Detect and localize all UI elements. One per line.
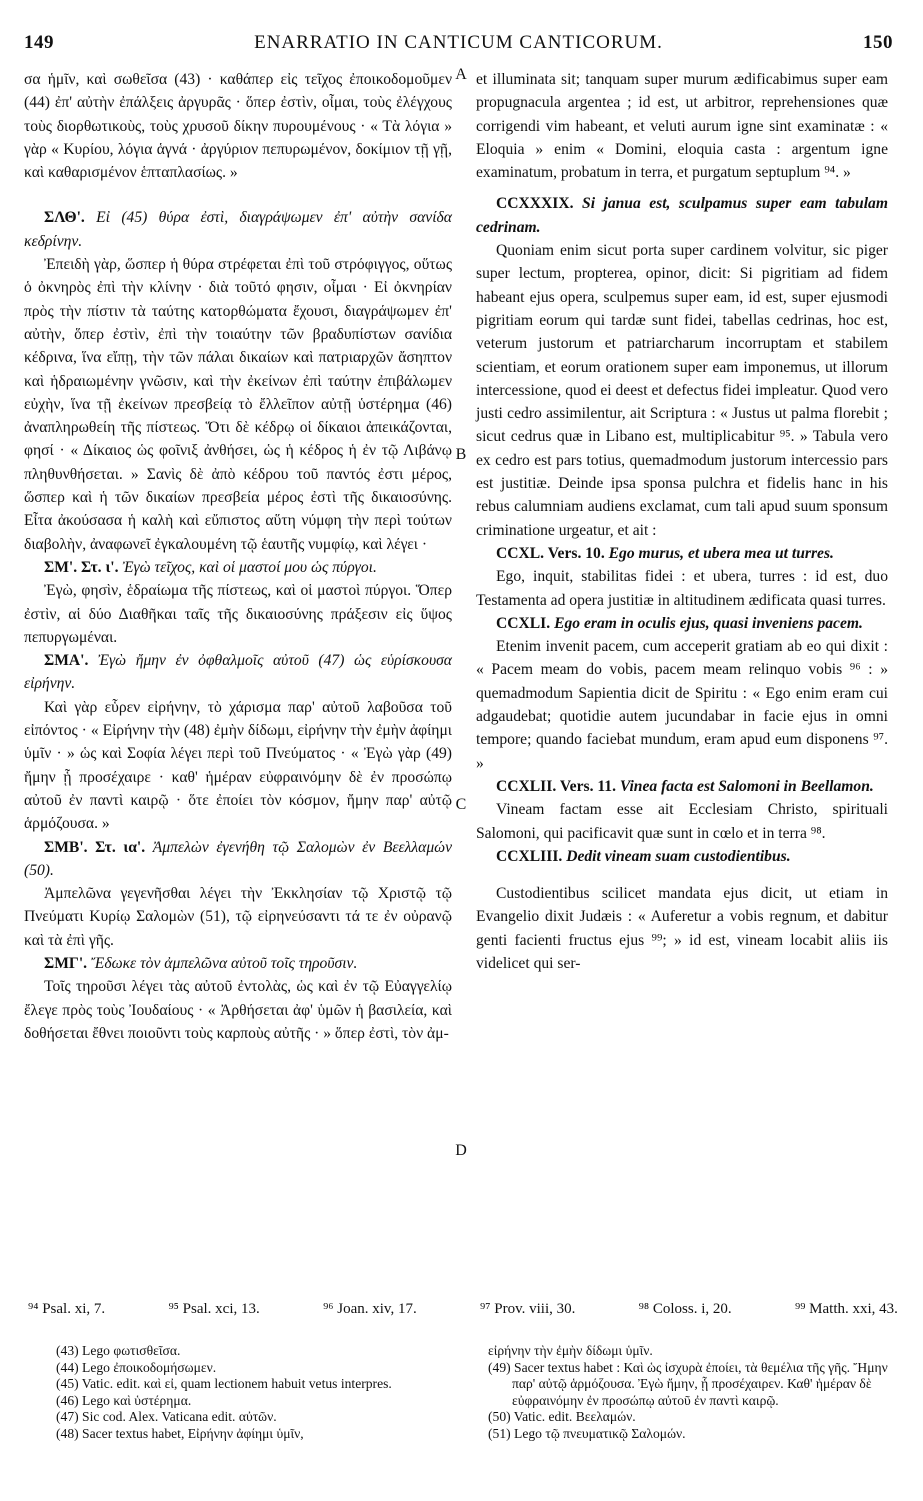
latin-paragraph: Custodientibus scilicet mandata ejus dicit, ut etiam in Evangelio dixit Judæis : « Auferetur a vobis regnum, et dabitur genti facienti fructus ejus ⁹⁹; » id est, vineam locabit aliis iis videlicet qui ser- — [476, 885, 888, 972]
heading-number: ΣΜΒ'. Στ. ια'. — [44, 838, 146, 856]
greek-column — [24, 68, 452, 1045]
heading-number: ΣΛΘ'. — [44, 209, 85, 227]
greek-heading — [24, 836, 452, 883]
heading-text: Ἐγὼ τεῖχος, καὶ οἱ μαστοί μου ὡς πύργοι. — [122, 558, 377, 576]
scripture-references — [28, 1301, 898, 1318]
heading-text: Ἀμπελὼν ἐγενήθη τῷ Σαλομὼν ἐν Βεελλαμών (50). — [24, 838, 452, 879]
heading-number: CCXXXIX. — [496, 195, 574, 213]
note: (44) Lego ἐποικοδομήσωμεν. — [56, 1359, 217, 1375]
heading-number: CCXLIII. — [496, 847, 563, 865]
heading-number: CCXLI. — [496, 614, 551, 632]
scripture-ref: ⁹⁵ Psal. xci, 13. — [168, 1301, 260, 1317]
latin-paragraph: Vineam factam esse ait Ecclesiam Christo, spirituali Salomoni, qui pacificavit quæ sunt in cœlo et in terra ⁹⁸. — [476, 801, 888, 842]
note: (48) Sacer textus habet, Εἰρήνην ἀφίημι ὑμῖν, — [56, 1425, 304, 1441]
page-number-right: 150 — [863, 32, 893, 53]
heading-number: ΣΜ'. Στ. ι'. — [44, 558, 119, 576]
note: εἰρήνην τὴν ἐμὴν δίδωμι ὑμῖν. — [488, 1343, 653, 1358]
scripture-ref: ⁹⁸ Coloss. i, 20. — [638, 1301, 732, 1317]
note: (46) Lego καὶ ὑστέρημα. — [56, 1392, 192, 1408]
greek-paragraph: Ἐπειδὴ γὰρ, ὥσπερ ἡ θύρα στρέφεται ἐπὶ τοῦ στρόφιγγος, οὕτως ὁ ὀκνηρὸς ἐπὶ τὴν κλίνην · διὰ τοῦτό φησιν, οἶμαι · Εἰ ὀκνηρίαν πρὸς τὴν πίστιν τὰ ταύτης κατορθώματα ἔχουσι, διαγράψωμεν ἐπ' αὐτὴν, ὅπερ ἐστὶν, ἐπὶ τὴν τοιαύτην τῶν βραδυπίστων σανίδια κέδρινα, ἵνα εἴπῃ, τὴν τῶν πάλαι δικαίων καὶ πατριαρχῶν ἄσηπτον καὶ ἡδραιωμένην γνῶσιν, καὶ τὴν ἐκείνων ἐπὶ ταύτην ἐπιβάλωμεν εὐχὴν, ἵνα τῇ ἐκείνων πρεσβείᾳ τὸ ἔλλεῖπον αὐτῇ ὑστέρημα (46) ἀναπληρωθείη τῆς πίστεως. Ὅτι δὲ κέδρῳ οἱ δίκαιοι ἀπεικάζονται, φησί · « Δίκαιος ὡς φοῖνιξ ἀνθήσει, ὡς ἡ κέδρος ἡ ἐν τῷ Λιβάνῳ πληθυνθήσεται. » Σανὶς δὲ ἀπὸ κέδρου τοῦ παντός ἐστι μέρος, ὥσπερ καὶ ἡ τῶν δικαίων πρεσβεία μέρος ἐστὶ τῆς δικαιοσύνης. Εἶτα ἀκούσασα ἡ καλὴ καὶ εὔπιστος αὕτη νύμφη τὴν περὶ τούτων διαβολὴν, ἀναφωνεῖ ἐγκαλουμένη τῷ ἑαυτῆς νυμφίῳ, καὶ λέγει · — [24, 256, 452, 553]
note: (50) Vatic. edit. Βεελαμών. — [488, 1409, 636, 1425]
heading-text: Ego eram in oculis ejus, quasi inveniens pacem. — [554, 614, 863, 632]
latin-paragraph: Ego, inquit, stabilitas fidei : et ubera, turres : id est, duo Testamenta ad opera justitiæ in altitudinem ædificata quasi turres. — [476, 568, 888, 609]
scripture-ref: ⁹⁴ Psal. xi, 7. — [28, 1301, 106, 1317]
latin-paragraph: et illuminata sit; tanquam super murum ædificabimus super eam propugnacula argentea ; id est, ut arbitror, reprehensiones quæ corrigendi vim habeant, et veluti aurum igne sint examinatæ : « Eloquia » enim « Domini, eloquia casta : argentum igne examinatum, probatum in terra, et purgatum septuplum ⁹⁴. » — [476, 71, 888, 182]
note: (47) Sic cod. Alex. Vaticana edit. αὐτῶν. — [56, 1409, 277, 1425]
heading-number: CCXLII. Vers. 11. — [496, 777, 617, 795]
scripture-ref: ⁹⁹ Matth. xxi, 43. — [794, 1301, 898, 1317]
notes-left — [56, 1343, 456, 1443]
heading-text: Dedit vineam suam custodientibus. — [566, 847, 791, 865]
greek-paragraph: σα ἡμῖν, καὶ σωθεῖσα (43) · καθάπερ εἰς τεῖχος ἐποικοδομοῦμεν (44) ἐπ' αὐτὴν ἐπάλξεις ἀργυρᾶς · ὅπερ ἐστὶν, οἶμαι, τοὺς ἐλέγχους τοὺς διορθωτικοὺς, τοὺς χρυσοῦ δίκην πυρουμένους · « Τὰ λόγια » γὰρ « Κυρίου, λόγια ἁγνά · ἀργύριον πεπυρωμένον, δοκίμιον τῇ γῇ, καὶ καθαρισμένον ἑπταπλασίως. » — [24, 71, 452, 182]
heading-text: Ἔδωκε τὸν ἀμπελῶνα αὐτοῦ τοῖς τηροῦσιν. — [90, 954, 358, 972]
latin-column — [476, 68, 888, 975]
heading-text: Si janua est, sculpamus super eam tabulam cedrinam. — [476, 195, 888, 236]
latin-heading — [476, 192, 888, 239]
greek-heading — [24, 649, 452, 696]
margin-letter-b: B — [455, 446, 467, 463]
latin-heading — [476, 845, 888, 868]
page-number-left: 149 — [24, 32, 54, 53]
heading-number: ΣΜΑ'. — [44, 652, 89, 670]
greek-paragraph: Ἐγὼ, φησὶν, ἑδραίωμα τῆς πίστεως, καὶ οἱ μαστοὶ πύργοι. Ὅπερ ἐστὶν, αἱ δύο Διαθῆκαι ταῖς τῆς δικαιοσύνης πράξεσιν εἰς ὕψος πεπυργωμέναι. — [24, 582, 452, 646]
scripture-ref: ⁹⁷ Prov. viii, 30. — [480, 1301, 576, 1317]
heading-text: Ego murus, et ubera mea ut turres. — [608, 544, 834, 562]
scripture-ref: ⁹⁶ Joan. xiv, 17. — [323, 1301, 417, 1317]
note: (51) Lego τῷ πνευματικῷ Σαλομών. — [488, 1425, 686, 1441]
latin-paragraph: Quoniam enim sicut porta super cardinem volvitur, sic piger super lectum, propterea, opinor, dicit: Si pigritiam ad fidem habeant ejus opera, sculpemus super eam, id est, super ejusmodi pigritiam eorum qui tardæ sunt fidei, tabellas cedrinas, hoc est, veterum justorum et patriarcharum incorruptam et stabilem scientiam, et eorum orationem super eam imponemus, ut illorum intercessione, quod ei deest et defectus fidei impleatur. Quod vero justi cedro assimilentur, ait Scriptura : « Justus ut palma florebit ; sicut cedrus quæ in Libano est, multiplicabitur ⁹⁵. » Tabula vero ex cedro est pars totius, quemadmodum justorum intercessio pars est justitiæ. Deinde ipsa sponsa pulchra et fidelis hanc in his rebus calumniam audiens exclamat, cum tali apud suum sponsum criminatione urgeatur, et ait : — [476, 242, 888, 539]
note: (49) Sacer textus habet : Καὶ ὡς ἰσχυρὰ ἐποίει, τὰ θεμέλια τῆς γῆς. Ἤμην παρ' αὐτῷ ἁρμόζουσα. Ἐγὼ ἤμην, ᾗ προσέχαιρεν. Καθ' ἡμέραν δὲ εὐφραινόμην ἐν προσώπῳ αὐτοῦ ἐν παντὶ καιρῷ. — [488, 1359, 888, 1408]
greek-heading — [24, 556, 452, 579]
latin-heading — [476, 612, 888, 635]
notes-right — [488, 1343, 898, 1443]
latin-heading — [476, 542, 888, 565]
greek-paragraph: Τοῖς τηροῦσι λέγει τὰς αὐτοῦ ἐντολὰς, ὡς καὶ ἐν τῷ Εὐαγγελίῳ ἔλεγε πρὸς τοὺς Ἰουδαίους · « Ἀρθήσεται ἀφ' ὑμῶν ἡ βασιλεία, καὶ δοθήσεται ἔθνει ποιοῦντι τοὺς καρποὺς αὐτῆς · » ὅπερ ἐστὶ, τὸν ἀμ- — [24, 978, 452, 1042]
note: (43) Lego φωτισθεῖσα. — [56, 1343, 181, 1358]
heading-text: Εἰ (45) θύρα ἐστὶ, διαγράψωμεν ἐπ' αὐτὴν σανίδα κεδρίνην. — [24, 209, 452, 250]
latin-heading — [476, 775, 888, 798]
heading-text: Ἐγὼ ἤμην ἐν ὀφθαλμοῖς αὐτοῦ (47) ὡς εὑρίσκουσα εἰρήνην. — [24, 652, 452, 693]
heading-number: ΣΜΓ'. — [44, 954, 88, 972]
greek-paragraph: Ἀμπελῶνα γεγενῆσθαι λέγει τὴν Ἐκκλησίαν τῷ Χριστῷ τῷ Πνεύματι Κυρίῳ Σαλομὼν (51), τῷ εἰρηνεύσαντι τά τε ἐν οὐρανῷ καὶ τὰ ἐπὶ γῆς. — [24, 885, 452, 949]
heading-text: Vinea facta est Salomoni in Beellamon. — [619, 777, 874, 795]
margin-letter-c: C — [455, 796, 467, 813]
running-title: ENARRATIO IN CANTICUM CANTICORUM. — [254, 32, 663, 53]
heading-number: CCXL. Vers. 10. — [496, 544, 605, 562]
latin-paragraph: Etenim invenit pacem, cum acceperit gratiam ab eo qui dixit : « Pacem meam do vobis, pacem meam relinquo vobis ⁹⁶ : » quemadmodum Sapientia dicit de Spiritu : « Ego enim eram cui adgaudebat; quotidie autem jucundabar in facie ejus in omni tempore; quando faciebat mundum, eram apud eum disponens ⁹⁷. » — [476, 638, 888, 772]
margin-letter-a: A — [455, 66, 467, 83]
greek-paragraph: Καὶ γὰρ εὗρεν εἰρήνην, τὸ χάρισμα παρ' αὐτοῦ λαβοῦσα τοῦ εἰπόντος · « Εἰρήνην τὴν (48) ἐμὴν δίδωμι, εἰρήνην τὴν ἐμὴν ἀφίημι ὑμῖν · » ὡς καὶ Σοφία λέγει περὶ τοῦ Πνεύματος · « Ἐγὼ γὰρ (49) ἤμην ᾗ προσέχαιρε · καθ' ἡμέραν εὐφραινόμην δὲ ἐν προσώπῳ αὐτοῦ ἐν παντὶ καιρῷ · ὅτε ἐποίει τὸν κόσμον, ἤμην παρ' αὐτῷ ἁρμόζουσα. » — [24, 698, 452, 833]
margin-letter-d: D — [455, 1142, 467, 1159]
greek-heading — [24, 206, 452, 253]
running-header — [24, 32, 893, 60]
note: (45) Vatic. edit. καὶ εἰ, quam lectionem habuit vetus interpres. — [56, 1376, 392, 1392]
greek-heading — [24, 952, 452, 975]
